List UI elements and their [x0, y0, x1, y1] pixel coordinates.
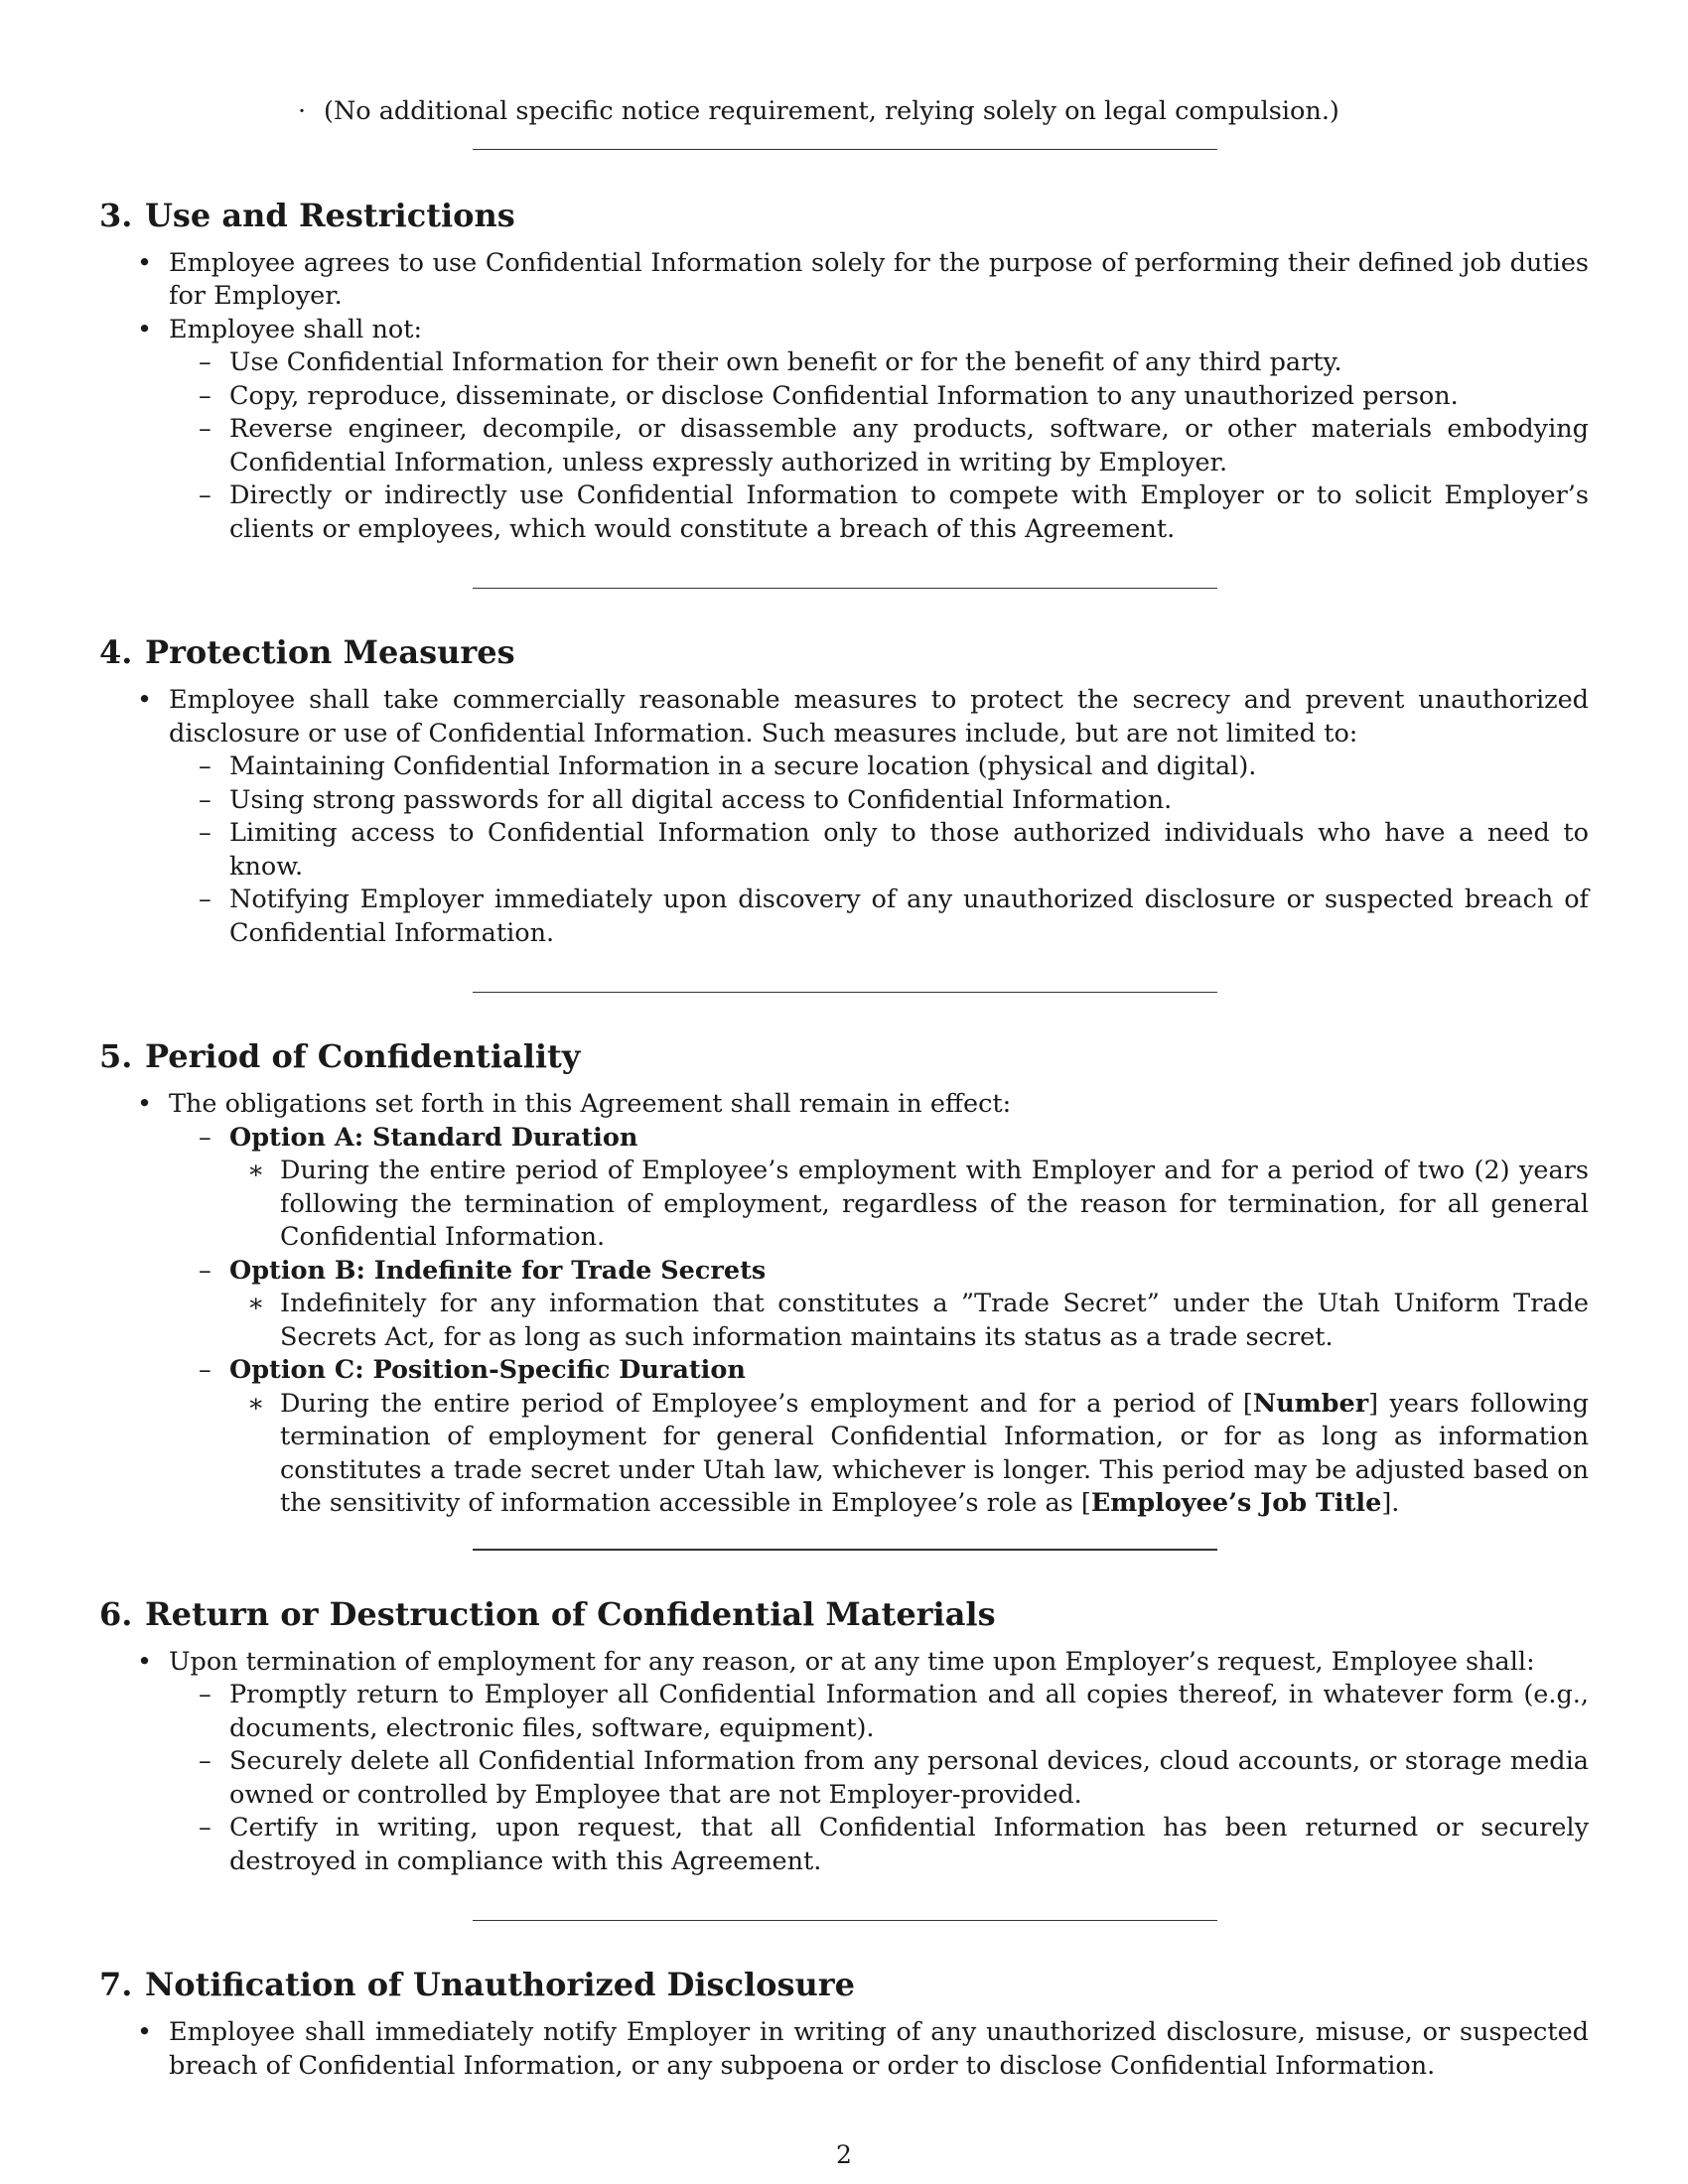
section-5	[99, 1036, 1589, 1521]
sub-list-item	[169, 884, 1589, 950]
section-number: 7.	[99, 1966, 133, 2003]
list-item-text: The obligations set forth in this Agreement shall remain in effect:	[169, 1089, 1012, 1119]
sub-list-item	[169, 1679, 1589, 1745]
option-text-part: ].	[1381, 1488, 1400, 1518]
section-divider	[473, 149, 1217, 150]
bullet-marker: •	[137, 2017, 153, 2047]
sub-list-item	[169, 751, 1589, 784]
option-title: Option B: Indefinite for Trade Secrets	[229, 1255, 767, 1286]
bullet-list	[99, 1088, 1589, 1521]
section-title: Period of Confidentiality	[145, 1037, 581, 1075]
dash-marker: –	[199, 784, 211, 815]
section-divider	[473, 588, 1217, 589]
section-number: 6.	[99, 1594, 133, 1633]
dash-marker: –	[199, 1255, 211, 1286]
bullet-marker: •	[137, 685, 153, 715]
option-detail	[229, 1155, 1589, 1255]
sub-list	[169, 751, 1589, 950]
sub-item-text: Notifying Employer immediately upon discovery of any unauthorized disclosure or suspected breach of Confidential Information.	[229, 885, 1589, 948]
sub-item-text: Maintaining Confidential Information in a secure location (physical and digital).	[229, 751, 1257, 781]
section-title: Notification of Unauthorized Disclosure	[145, 1966, 855, 2003]
bullet-marker: •	[137, 247, 153, 278]
section-heading	[99, 1965, 1589, 2004]
option-c	[169, 1354, 1589, 1521]
dash-marker: –	[199, 1122, 211, 1153]
sub-list-item	[169, 1812, 1589, 1878]
sub-item-text: Securely delete all Confidential Information from any personal devices, cloud accounts, or storage media owned or controlled by Employee that are not Employer-provided.	[229, 1746, 1589, 1810]
dash-marker: –	[199, 480, 211, 510]
section-title: Protection Measures	[145, 633, 515, 671]
bullet-list	[99, 1646, 1589, 1879]
page-number: 2	[836, 2140, 852, 2169]
sub-item-text: Copy, reproduce, disseminate, or disclose Confidential Information to any unauthorized person.	[229, 380, 1459, 411]
option-b	[169, 1255, 1589, 1355]
list-item-text: Employee shall not:	[169, 314, 423, 344]
section-6	[99, 1594, 1589, 1879]
bullet-list	[99, 2016, 1589, 2083]
dash-marker: –	[199, 818, 211, 848]
option-title: Option A: Standard Duration	[229, 1122, 638, 1153]
dash-marker: –	[199, 751, 211, 781]
option-text-part: During the entire period of Employee’s employment and for a period of [	[280, 1388, 1253, 1419]
sub-list	[169, 1679, 1589, 1878]
option-title: Option C: Position-Specific Duration	[229, 1355, 746, 1385]
section-heading	[99, 632, 1589, 672]
bullet-list	[99, 247, 1589, 547]
option-detail-list	[229, 1288, 1589, 1354]
sub-list-item	[169, 380, 1589, 414]
option-detail	[229, 1388, 1589, 1521]
asterisk-marker: ∗	[247, 1388, 265, 1419]
sub-list-item	[169, 413, 1589, 479]
list-item-text: Employee shall take commercially reasonable measures to protect the secrecy and prevent unauthorized disclosure or use of Confidential Information. Such measures include, but are not limited to:	[169, 685, 1589, 749]
list-item	[99, 1646, 1589, 1879]
option-text	[280, 1389, 1589, 1519]
dash-marker: –	[199, 1355, 211, 1385]
list-item	[99, 2016, 1589, 2083]
sub-list	[169, 346, 1589, 546]
sub-list-item	[169, 479, 1589, 546]
dash-marker: –	[199, 414, 211, 444]
option-text-part: ] years following termination of employment for general Confidential Information, or for as long as information constitutes a trade secret under Utah law, whichever is longer. This period may be adjusted based on the sensitivity of information accessible in Employee’s role as [	[280, 1388, 1589, 1518]
section-divider	[473, 1920, 1217, 1921]
sub-item-text: Promptly return to Employer all Confidential Information and all copies thereof, in whatever form (e.g., documents, electronic files, software, equipment).	[229, 1680, 1589, 1743]
dash-marker: –	[199, 1746, 211, 1776]
option-a	[169, 1122, 1589, 1255]
section-number: 4.	[99, 633, 133, 671]
bullet-marker: •	[137, 1646, 153, 1677]
option-detail-list	[229, 1155, 1589, 1255]
top-note	[99, 95, 1589, 129]
list-item-text: Upon termination of employment for any reason, or at any time upon Employer’s request, Employee shall:	[169, 1646, 1535, 1677]
sub-list-item	[169, 817, 1589, 884]
section-heading	[99, 1594, 1589, 1634]
sub-item-text: Use Confidential Information for their own benefit or for the benefit of any third party.	[229, 347, 1342, 377]
bullet-marker: •	[137, 314, 153, 344]
section-4	[99, 632, 1589, 950]
dash-marker: –	[199, 347, 211, 377]
section-title: Return or Destruction of Confidential Materials	[145, 1594, 996, 1633]
section-divider	[473, 992, 1217, 993]
sub-list-item	[169, 1745, 1589, 1812]
section-3	[99, 196, 1589, 547]
placeholder-job-title: Employee’s Job Title	[1090, 1488, 1382, 1518]
sub-list	[169, 1122, 1589, 1521]
list-item-text: Employee agrees to use Confidential Information solely for the purpose of performing their defined job duties for Employer.	[169, 247, 1589, 311]
section-divider	[473, 1549, 1217, 1551]
option-text: During the entire period of Employee’s employment with Employer and for a period of two (2) years following the termination of employment, regardless of the reason for termination, for all general Confidential Information.	[280, 1156, 1589, 1252]
sub-item-text: Certify in writing, upon request, that all Confidential Information has been returned or securely destroyed in compliance with this Agreement.	[229, 1813, 1589, 1876]
dash-marker: –	[199, 885, 211, 914]
placeholder-number: Number	[1252, 1388, 1369, 1419]
bullet-marker: •	[137, 1089, 153, 1119]
dash-marker: –	[199, 380, 211, 411]
sub-item-text: Using strong passwords for all digital access to Confidential Information.	[229, 784, 1173, 815]
list-item	[99, 247, 1589, 314]
section-number: 3.	[99, 196, 133, 234]
section-heading	[99, 196, 1589, 235]
bullet-list	[99, 684, 1589, 950]
bullet-marker: ·	[298, 96, 307, 126]
list-item-text: Employee shall immediately notify Employer in writing of any unauthorized disclosure, misuse, or suspected breach of Confidential Information, or any subpoena or order to disclose Confidential Information.	[169, 2017, 1589, 2081]
sub-item-text: Directly or indirectly use Confidential Information to compete with Employer or to solicit Employer’s clients or employees, which would constitute a breach of this Agreement.	[229, 480, 1589, 544]
dash-marker: –	[199, 1813, 211, 1843]
option-detail	[229, 1288, 1589, 1354]
list-item	[99, 684, 1589, 950]
option-detail-list	[229, 1388, 1589, 1521]
list-item	[99, 1088, 1589, 1521]
document-body	[99, 95, 1589, 2083]
option-text: Indefinitely for any information that constitutes a ”Trade Secret” under the Utah Uniform Trade Secrets Act, for as long as such information maintains its status as a trade secret.	[280, 1289, 1589, 1352]
sub-item-text: Limiting access to Confidential Information only to those authorized individuals who have a need to know.	[229, 818, 1589, 882]
asterisk-marker: ∗	[247, 1156, 265, 1185]
sub-item-text: Reverse engineer, decompile, or disassemble any products, software, or other materials embodying Confidential Information, unless expressly authorized in writing by Employer.	[229, 414, 1589, 478]
section-7	[99, 1965, 1589, 2083]
top-note-text: (No additional specific notice requirement, relying solely on legal compulsion.)	[324, 96, 1339, 126]
list-item	[99, 314, 1589, 547]
section-number: 5.	[99, 1037, 133, 1075]
sub-list-item	[169, 346, 1589, 380]
dash-marker: –	[199, 1680, 211, 1709]
asterisk-marker: ∗	[247, 1289, 265, 1318]
sub-list-item	[169, 784, 1589, 818]
section-title: Use and Restrictions	[145, 196, 515, 234]
section-heading	[99, 1036, 1589, 1076]
